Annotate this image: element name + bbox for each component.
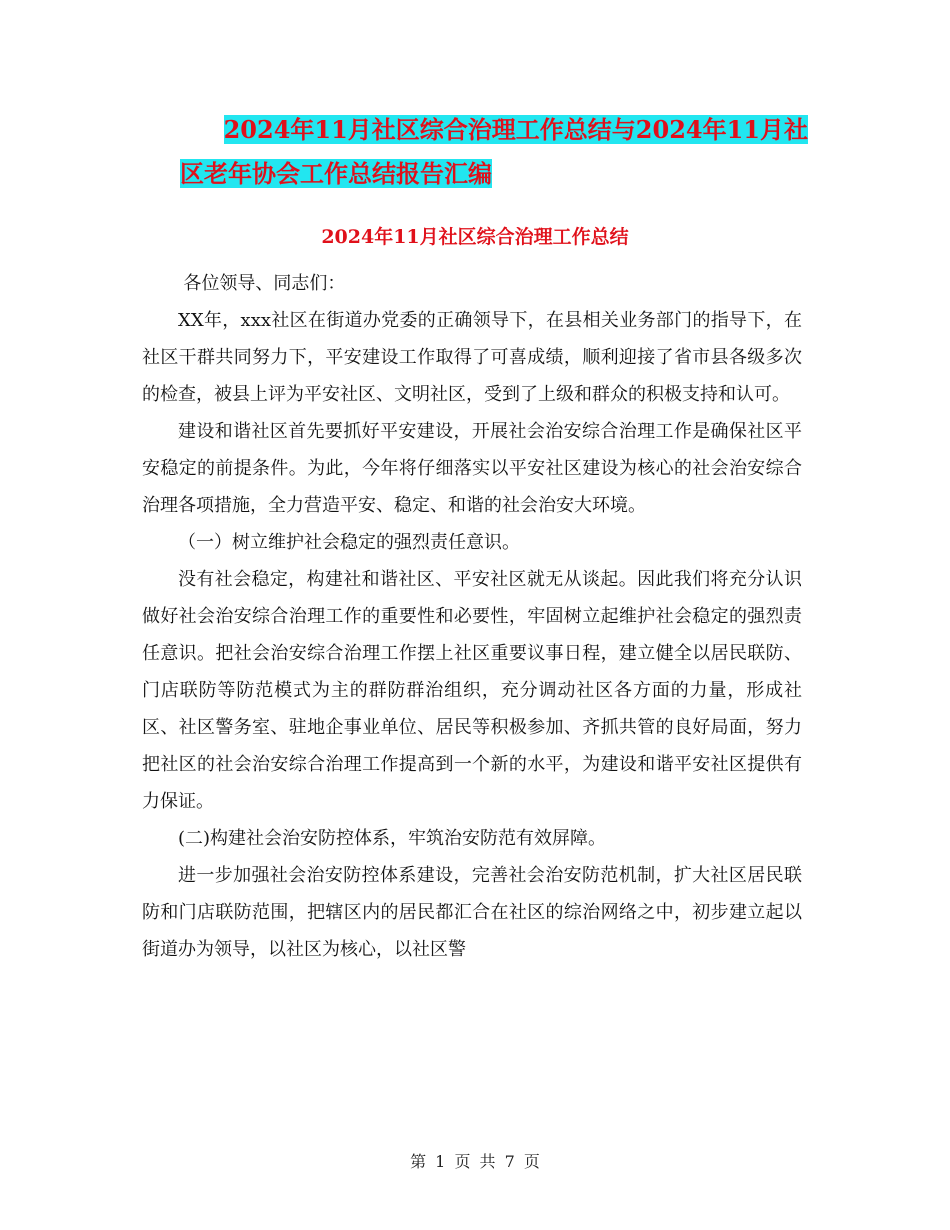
- paragraph-social-stability: 没有社会稳定，构建社和谐社区、平安社区就无从谈起。因此我们将充分认识做好社会治安综合治理工作的重要性和必要性，牢固树立起维护社会稳定的强烈责任意识。把社会治安综合治理工作摆上社区重要议事日程，建立健全以居民联防、门店联防等防范模式为主的群防群治组织，充分调动社区各方面的力量，形成社区、社区警务室、驻地企事业单位、居民等积极参加、齐抓共管的良好局面，努力把社区的社会治安综合治理工作提高到一个新的水平，为建设和谐平安社区提供有力保证。: [142, 569, 802, 812]
- paragraph-harmonious-community: 建设和谐社区首先要抓好平安建设，开展社会治安综合治理工作是确保社区平安稳定的前提条件。为此，今年将仔细落实以平安社区建设为核心的社会治安综合治理各项措施，全力营造平安、稳定、和谐的社会治安大环境。: [142, 421, 802, 516]
- paragraph-prevention-system: 进一步加强社会治安防控体系建设，完善社会治安防范机制，扩大社区居民联防和门店联防范围，把辖区内的居民都汇合在社区的综治网络之中，初步建立起以街道办为领导，以社区为核心，以社区警: [142, 865, 802, 960]
- subheading-one: （一）树立维护社会稳定的强烈责任意识。: [178, 532, 520, 553]
- document-title-line-2: 区老年协会工作总结报告汇编: [180, 159, 492, 188]
- document-body: [142, 265, 802, 968]
- document-title-line-1: 2024年11月社区综合治理工作总结与2024年11月社: [223, 115, 808, 144]
- paragraph-intro: XX年，xxx社区在街道办党委的正确领导下，在县相关业务部门的指导下，在社区干群共同努力下，平安建设工作取得了可喜成绩，顺利迎接了省市县各级多次的检查，被县上评为平安社区、文明社区，受到了上级和群众的积极支持和认可。: [142, 310, 802, 405]
- section-title: 2024年11月社区综合治理工作总结: [321, 226, 629, 248]
- subheading-two: (二)构建社会治安防控体系，牢筑治安防范有效屏障。: [178, 828, 607, 849]
- document-title: [140, 108, 820, 196]
- page-footer: 第 1 页 共 7 页: [410, 1152, 540, 1171]
- salutation: 各位领导、同志们：: [183, 273, 346, 294]
